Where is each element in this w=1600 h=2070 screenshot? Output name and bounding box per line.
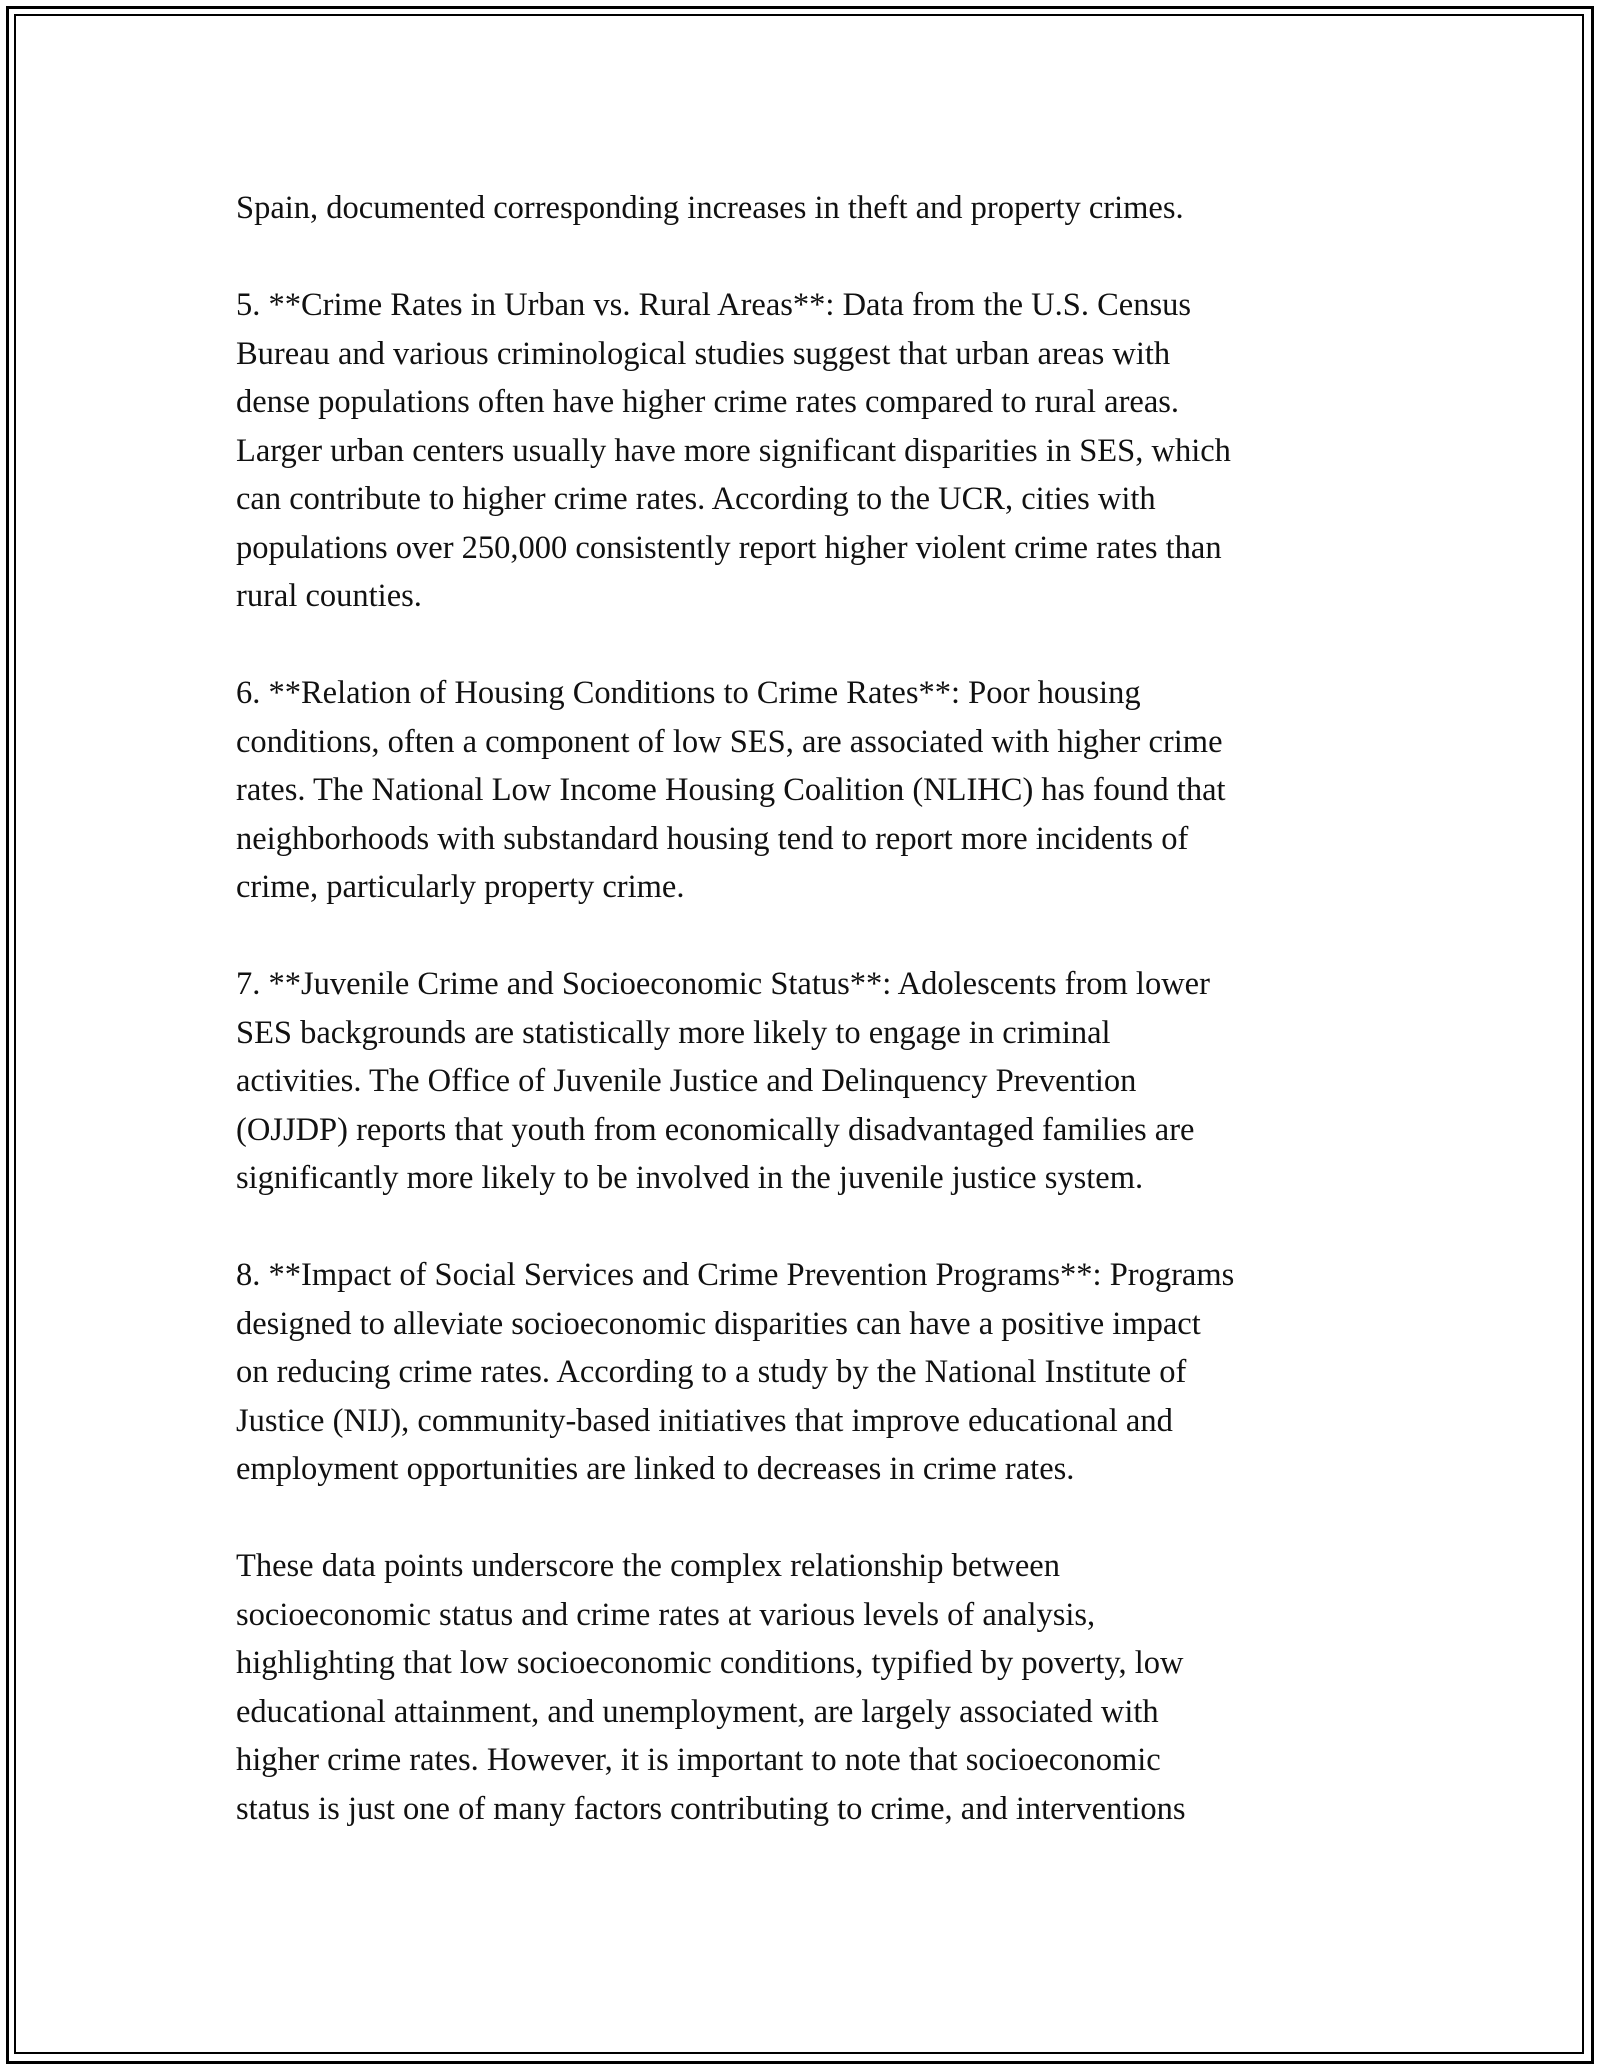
text-line: highlighting that low socioeconomic conditions, typified by poverty, low	[236, 1645, 1184, 1681]
text-line: rates. The National Low Income Housing Coalition (NLIHC) has found that	[236, 772, 1226, 808]
text-line: activities. The Office of Juvenile Justice and Delinquency Prevention	[236, 1063, 1137, 1099]
text-line: Spain, documented corresponding increases in theft and property crimes.	[236, 190, 1184, 226]
text-line: 8. **Impact of Social Services and Crime Prevention Programs**: Programs	[236, 1257, 1235, 1293]
text-line: These data points underscore the complex relationship between	[236, 1548, 1060, 1584]
paragraph-gap	[236, 1203, 1416, 1252]
paragraph-item-7-juvenile	[236, 960, 1416, 1203]
text-line: Justice (NIJ), community-based initiatives that improve educational and	[236, 1402, 1173, 1439]
text-line: rural counties.	[236, 578, 422, 614]
paragraph-item-5-urban-rural	[236, 281, 1416, 621]
text-line: conditions, often a component of low SES, are associated with higher crime	[236, 723, 1223, 760]
text-line: (OJJDP) reports that youth from economically disadvantaged families are	[236, 1111, 1195, 1148]
paragraph-item-8-social-services	[236, 1251, 1416, 1494]
text-line: Larger urban centers usually have more significant disparities in SES, which	[236, 432, 1231, 469]
text-line: higher crime rates. However, it is important to note that socioeconomic	[236, 1742, 1161, 1778]
text-line: dense populations often have higher crime rates compared to rural areas.	[236, 384, 1180, 420]
paragraph-gap	[236, 233, 1416, 282]
paragraph-gap	[236, 1494, 1416, 1543]
text-line: designed to alleviate socioeconomic disparities can have a positive impact	[236, 1305, 1201, 1342]
paragraph-continuation	[236, 184, 1416, 233]
text-line: neighborhoods with substandard housing tend to report more incidents of	[236, 820, 1189, 857]
text-line: crime, particularly property crime.	[236, 869, 685, 905]
paragraph-gap	[236, 912, 1416, 961]
text-line: employment opportunities are linked to decreases in crime rates.	[236, 1451, 1075, 1487]
text-line: status is just one of many factors contributing to crime, and interventions	[236, 1790, 1186, 1827]
document-body	[236, 184, 1416, 1833]
paragraph-item-6-housing	[236, 669, 1416, 912]
text-line: 6. **Relation of Housing Conditions to Crime Rates**: Poor housing	[236, 675, 1141, 711]
paragraph-conclusion	[236, 1542, 1416, 1833]
text-line: significantly more likely to be involved in the juvenile justice system.	[236, 1160, 1144, 1196]
text-line: socioeconomic status and crime rates at various levels of analysis,	[236, 1596, 1096, 1633]
text-line: educational attainment, and unemployment, are largely associated with	[236, 1693, 1159, 1730]
text-line: can contribute to higher crime rates. According to the UCR, cities with	[236, 481, 1156, 517]
text-line: populations over 250,000 consistently report higher violent crime rates than	[236, 529, 1222, 566]
text-line: SES backgrounds are statistically more likely to engage in criminal	[236, 1014, 1111, 1051]
text-line: Bureau and various criminological studies suggest that urban areas with	[236, 335, 1171, 372]
text-line: 7. **Juvenile Crime and Socioeconomic Status**: Adolescents from lower	[236, 966, 1210, 1002]
paragraph-gap	[236, 621, 1416, 670]
text-line: 5. **Crime Rates in Urban vs. Rural Areas**: Data from the U.S. Census	[236, 287, 1191, 323]
text-line: on reducing crime rates. According to a study by the National Institute of	[236, 1354, 1187, 1390]
